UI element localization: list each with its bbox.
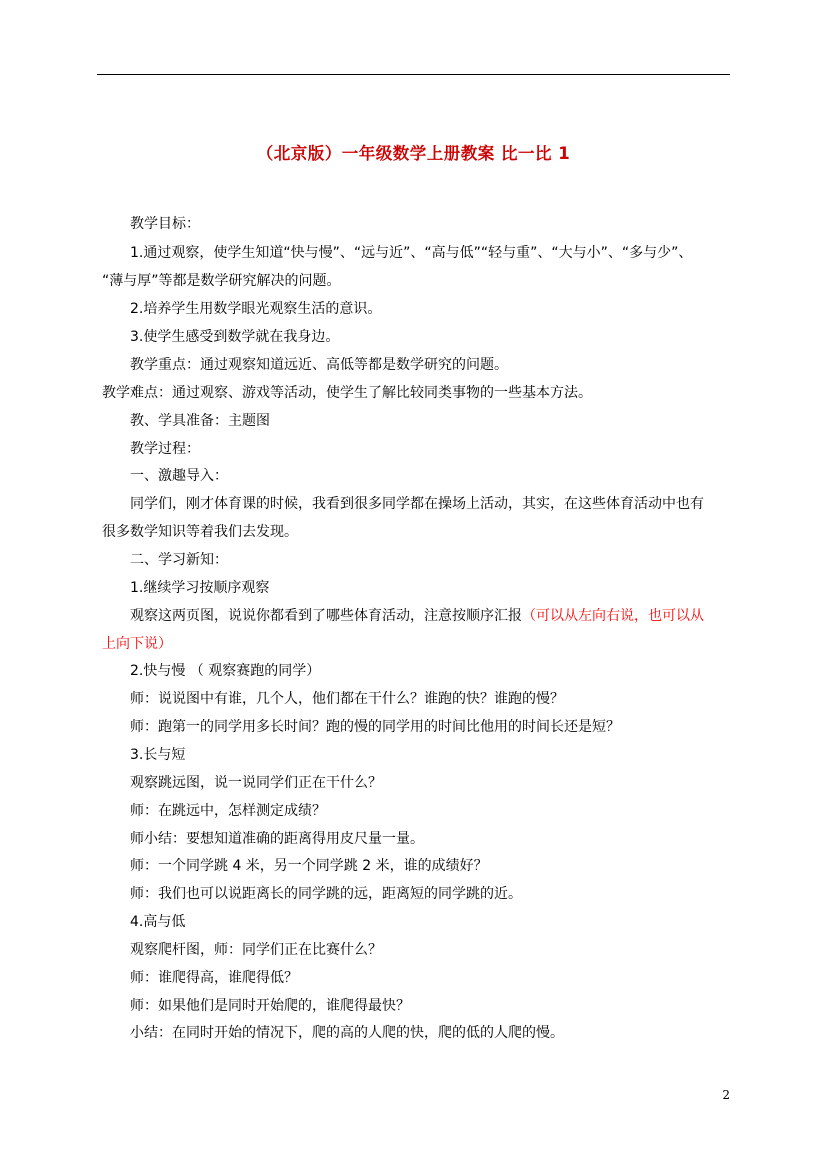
line-summary-2: 小结：在同时开始的情况下，爬的高的人爬的快，爬的低的人爬的慢。	[130, 1025, 564, 1041]
line-q-5: 师：我们也可以说距离长的同学跳的远，距离短的同学跳的近。	[130, 886, 522, 902]
line-key-point: 教学重点：通过观察知道远近、高低等都是数学研究的问题。	[130, 357, 508, 373]
page-number: 2	[722, 1088, 730, 1102]
line-q-2: 师：跑第一的同学用多长时间？跑的慢的同学用的时间比他用的时间长还是短？	[130, 719, 620, 735]
line-objective-1: 1.通过观察，使学生知道“快与慢”、“远与近”、“高与低”“轻与重”、“大与小”、“多与少”、	[130, 245, 693, 261]
line-materials: 教、学具准备：主题图	[130, 413, 270, 429]
line-objective-3: 3.使学生感受到数学就在我身边。	[130, 329, 340, 345]
line-q-4: 师：一个同学跳 4 米，另一个同学跳 2 米，谁的成绩好？	[130, 858, 488, 874]
header-rule	[97, 74, 730, 75]
line-q-7: 师：如果他们是同时开始爬的，谁爬得最快？	[130, 998, 410, 1014]
line-q-1: 师：说说图中有谁，几个人，他们都在干什么？谁跑的快？谁跑的慢？	[130, 691, 564, 707]
observe-red-note: （可以从左向右说，也可以从	[522, 608, 704, 624]
observe-text: 观察这两页图，说说你都看到了哪些体育活动，注意按顺序汇报	[130, 608, 522, 624]
line-jump: 观察跳远图，说一说同学们正在干什么？	[130, 775, 382, 791]
line-section-1: 一、激趣导入：	[130, 468, 228, 484]
line-summary-1: 师小结：要想知道准确的距离得用皮尺量一量。	[130, 831, 424, 847]
document-title: （北京版）一年级数学上册教案 比一比 1	[256, 144, 571, 163]
line-intro-cont: 很多数学知识等着我们去发现。	[102, 524, 298, 540]
line-difficulty: 教学难点：通过观察、游戏等活动，使学生了解比较同类事物的一些基本方法。	[102, 385, 592, 401]
line-observe	[130, 607, 704, 625]
line-climb: 观察爬杆图，师：同学们正在比赛什么？	[130, 942, 382, 958]
line-objectives-heading: 教学目标：	[130, 216, 200, 232]
line-objective-2: 2.培养学生用数学眼光观察生活的意识。	[130, 301, 382, 317]
line-q-3: 师：在跳远中，怎样测定成绩？	[130, 803, 326, 819]
line-objective-1-cont: “薄与厚”等都是数学研究解决的问题。	[102, 273, 341, 289]
line-section-2: 二、学习新知：	[130, 552, 228, 568]
line-q-6: 师：谁爬得高，谁爬得低？	[130, 970, 298, 986]
line-step-1: 1.继续学习按顺序观察	[130, 580, 270, 596]
line-step-2: 2.快与慢 （ 观察赛跑的同学）	[130, 663, 321, 679]
line-step-4: 4.高与低	[130, 914, 186, 930]
line-process-heading: 教学过程：	[130, 441, 200, 457]
line-step-3: 3.长与短	[130, 747, 186, 763]
line-intro: 同学们，刚才体育课的时候，我看到很多同学都在操场上活动，其实，在这些体育活动中也有	[130, 496, 704, 512]
line-observe-cont: 上向下说）	[102, 636, 172, 652]
